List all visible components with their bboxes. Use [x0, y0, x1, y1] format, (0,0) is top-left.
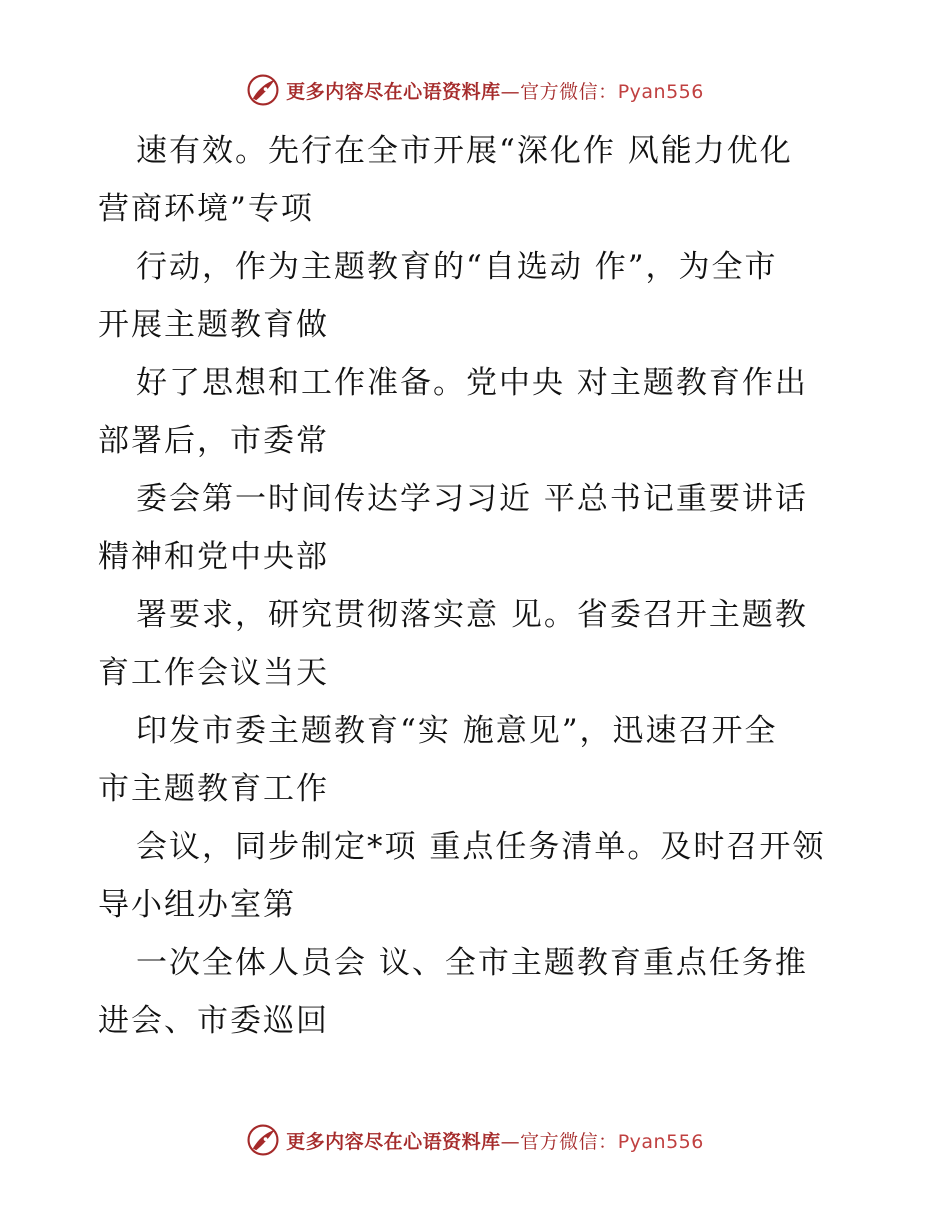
paragraph-line: 开展主题教育做	[98, 307, 329, 343]
paragraph-line: 导小组办室第	[98, 887, 296, 923]
paragraph-line: 营商环境”专项	[98, 191, 314, 227]
paragraph	[98, 354, 858, 470]
footer-watermark	[0, 1120, 950, 1160]
paragraph	[98, 934, 858, 1050]
paragraph-line: 行动，作为主题教育的“自选动 作”，为全市	[136, 249, 778, 285]
header-watermark	[0, 70, 950, 110]
paragraph-line: 委会第一时间传达学习习近 平总书记重要讲话	[136, 481, 808, 517]
pen-nib-logo-icon	[246, 1123, 280, 1157]
paragraph-line: 会议，同步制定*项 重点任务清单。及时召开领	[136, 829, 826, 865]
paragraph-line: 印发市委主题教育“实 施意见”，迅速召开全	[136, 713, 778, 749]
body-text	[98, 122, 858, 1050]
paragraph-line: 速有效。先行在全市开展“深化作 风能力优化	[136, 133, 793, 169]
paragraph-line: 市主题教育工作	[98, 771, 329, 807]
watermark-text: 更多内容尽在心语资料库—官方微信：Pyan556	[286, 80, 704, 103]
pen-nib-logo-icon	[246, 73, 280, 107]
paragraph-line: 署要求，研究贯彻落实意 见。省委召开主题教	[136, 597, 808, 633]
paragraph	[98, 470, 858, 586]
paragraph-line: 精神和党中央部	[98, 539, 329, 575]
paragraph	[98, 586, 858, 702]
paragraph	[98, 818, 858, 934]
watermark-text: 更多内容尽在心语资料库—官方微信：Pyan556	[286, 1130, 704, 1153]
paragraph-line: 好了思想和工作准备。党中央 对主题教育作出	[136, 365, 808, 401]
paragraph	[98, 702, 858, 818]
paragraph	[98, 122, 858, 238]
paragraph-line: 育工作会议当天	[98, 655, 329, 691]
paragraph-line: 一次全体人员会 议、全市主题教育重点任务推	[136, 945, 808, 981]
paragraph-line: 部署后，市委常	[98, 423, 329, 459]
paragraph-line: 进会、市委巡回	[98, 1003, 329, 1039]
paragraph	[98, 238, 858, 354]
